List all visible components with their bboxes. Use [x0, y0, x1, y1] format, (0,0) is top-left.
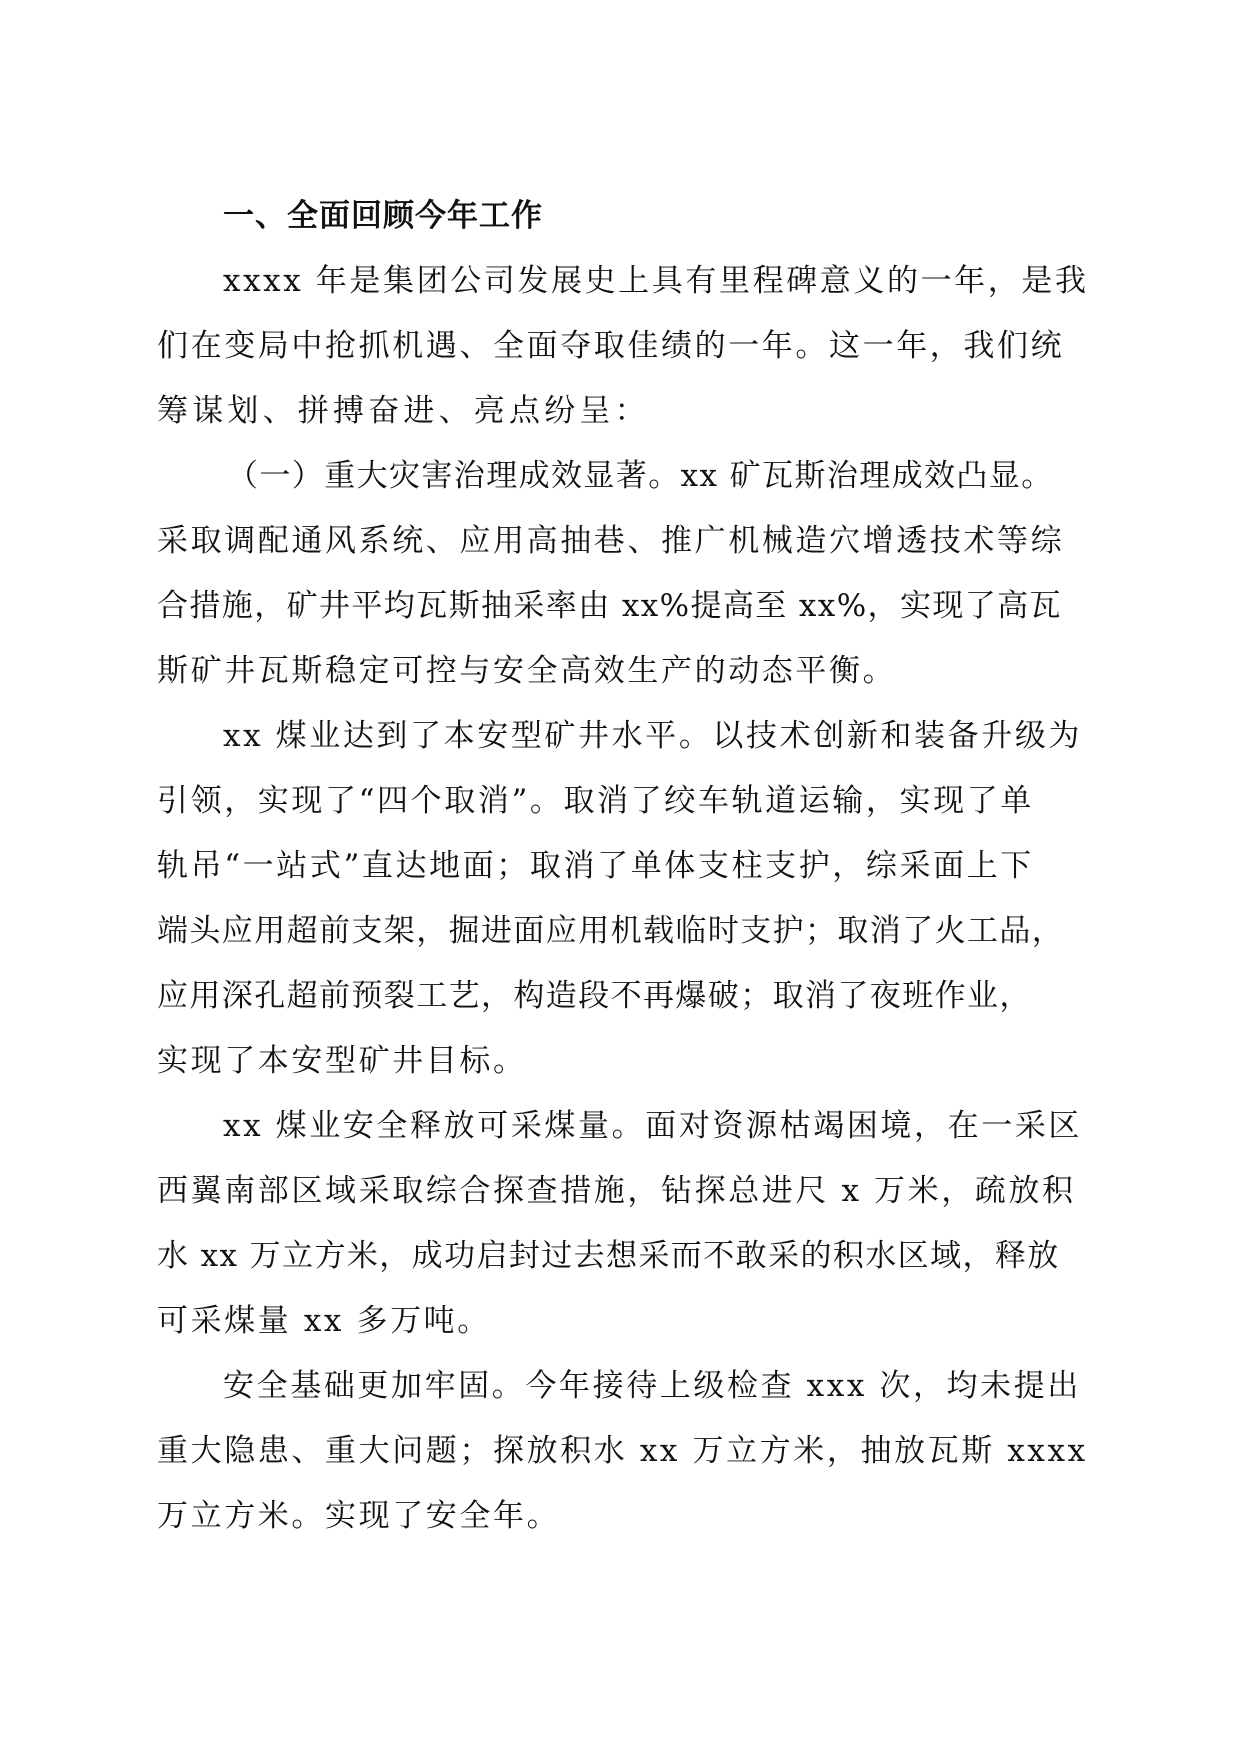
- text-line: xx 煤业安全释放可采煤量。面对资源枯竭困境，在一采区: [223, 1108, 1083, 1144]
- text-line: 可采煤量 xx 多万吨。: [157, 1303, 491, 1339]
- text-line: 西翼南部区域采取综合探查措施，钻探总进尺 x 万米，疏放积: [157, 1173, 1076, 1209]
- text-line: 斯矿井瓦斯稳定可控与安全高效生产的动态平衡。: [157, 653, 897, 689]
- paragraph-disaster-control: [157, 444, 1081, 704]
- text-line: 万立方米。实现了安全年。: [157, 1498, 561, 1534]
- text-line: （一）重大灾害治理成效显著。xx 矿瓦斯治理成效凸显。: [227, 458, 1054, 494]
- text-line: 引领，实现了“四个取消”。取消了绞车轨道运输，实现了单: [157, 783, 1034, 819]
- paragraph-safety-foundation: [157, 1354, 1088, 1549]
- paragraph-intrinsic-safety-mine: [157, 704, 1081, 1094]
- text-line: 端头应用超前支架，掘进面应用机载临时支护；取消了火工品，: [157, 913, 1065, 949]
- text-line: 水 xx 万立方米，成功启封过去想采而不敢采的积水区域，释放: [157, 1238, 1060, 1274]
- text-line: xxxx 年是集团公司发展史上具有里程碑意义的一年，是我: [223, 263, 1089, 299]
- text-line: 们在变局中抢抓机遇、全面夺取佳绩的一年。这一年，我们统: [157, 328, 1065, 364]
- text-line: 采取调配通风系统、应用高抽巷、推广机械造穴增透技术等综: [157, 523, 1065, 559]
- text-line: 轨吊“一站式”直达地面；取消了单体支柱支护，综采面上下: [157, 848, 1034, 884]
- section-heading: 一、全面回顾今年工作: [223, 198, 543, 234]
- text-line: 重大隐患、重大问题；探放积水 xx 万立方米，抽放瓦斯 xxxx: [157, 1433, 1088, 1469]
- text-line: 实现了本安型矿井目标。: [157, 1043, 527, 1079]
- paragraph-intro: [157, 249, 1089, 444]
- text-line: 安全基础更加牢固。今年接待上级检查 xxx 次，均未提出: [223, 1368, 1081, 1404]
- text-line: xx 煤业达到了本安型矿井水平。以技术创新和装备升级为: [223, 718, 1083, 754]
- document-body: [157, 183, 1089, 1549]
- text-line: 筹谋划、拼搏奋进、亮点纷呈：: [157, 393, 650, 429]
- text-line: 应用深孔超前预裂工艺，构造段不再爆破；取消了夜班作业，: [157, 978, 1032, 1014]
- text-line: 合措施，矿井平均瓦斯抽采率由 xx%提高至 xx%，实现了高瓦: [157, 588, 1062, 624]
- paragraph-coal-release: [157, 1094, 1081, 1354]
